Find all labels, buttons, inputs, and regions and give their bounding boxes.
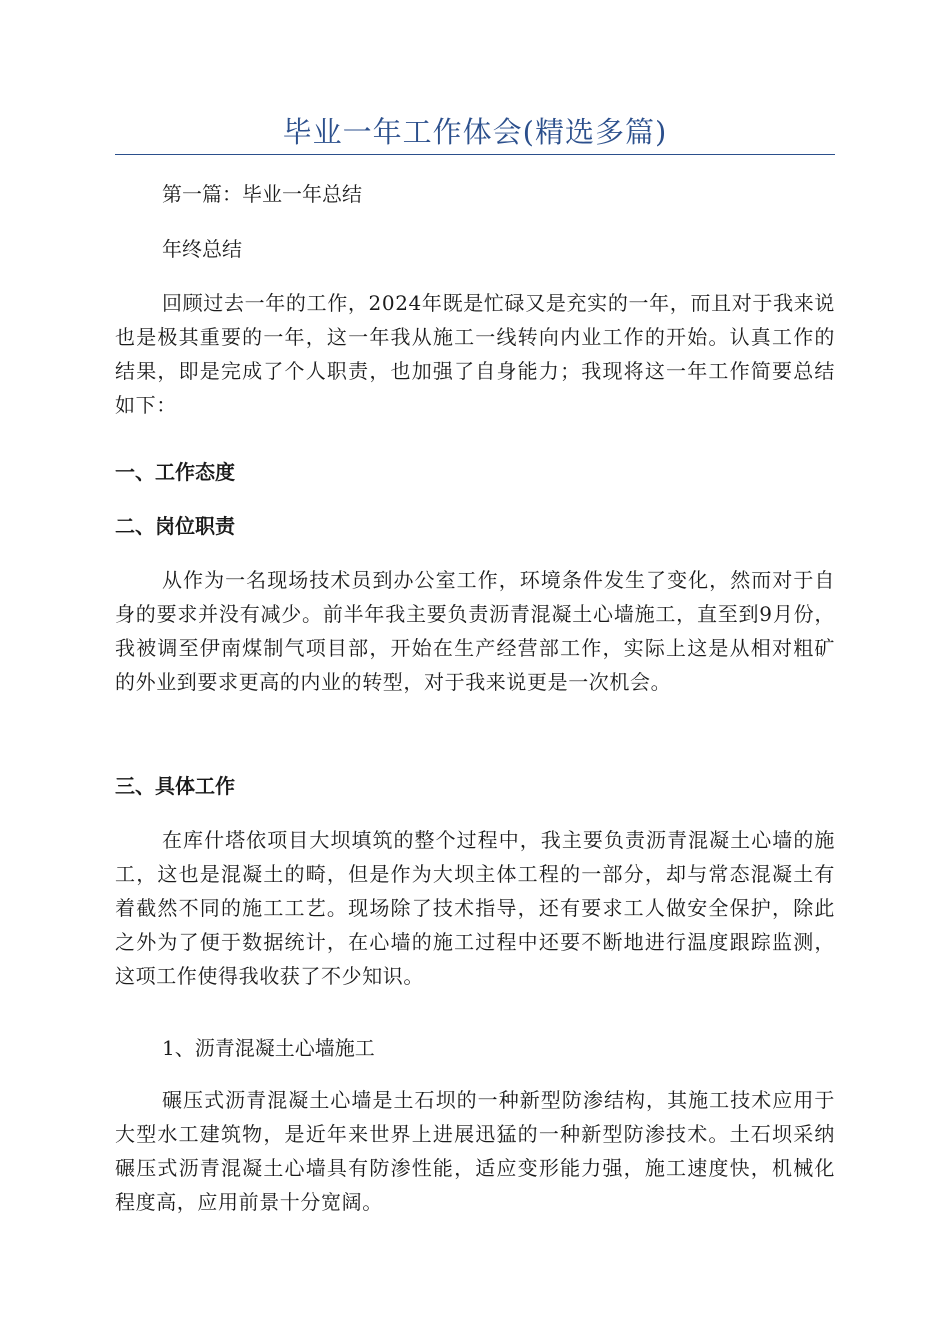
duties-paragraph: 从作为一名现场技术员到办公室工作，环境条件发生了变化，然而对于自身的要求并没有减少。前半年我主要负责沥青混凝土心墙施工，直至到9月份，我被调至伊南煤制气项目部，开始在生产经营部工作，实际上这是从相对粗矿的外业到要求更高的内业的转型，对于我来说更是一次机会。 — [115, 568, 835, 694]
subtitle: 年终总结 — [162, 237, 242, 261]
intro-paragraph: 回顾过去一年的工作，2024年既是忙碌又是充实的一年，而且对于我来说也是极其重要的一年，这一年我从施工一线转向内业工作的开始。认真工作的结果，即是完成了个人职责，也加强了自身能力；我现将这一年工作简要总结如下： — [115, 291, 835, 417]
heading-specific-work: 三、具体工作 — [115, 774, 235, 798]
specific-work-paragraph: 在库什塔依项目大坝填筑的整个过程中，我主要负责沥青混凝土心墙的施工，这也是混凝土的畸，但是作为大坝主体工程的一部分，却与常态混凝土有着截然不同的施工工艺。现场除了技术指导，还有要求工人做安全保护，除此之外为了便于数据统计，在心墙的施工过程中还要不断地进行温度跟踪监测，这项工作使得我收获了不少知识。 — [115, 828, 835, 988]
heading-job-duties: 二、岗位职责 — [115, 514, 235, 538]
heading-work-attitude: 一、工作态度 — [115, 460, 235, 484]
section-title: 第一篇：毕业一年总结 — [162, 182, 362, 206]
title-underline — [115, 154, 835, 155]
asphalt-paragraph: 碾压式沥青混凝土心墙是土石坝的一种新型防渗结构，其施工技术应用于大型水工建筑物，是近年来世界上进展迅猛的一种新型防渗技术。土石坝采纳碾压式沥青混凝土心墙具有防渗性能，适应变形能力强，施工速度快，机械化程度高，应用前景十分宽阔。 — [115, 1088, 835, 1214]
document-title: 毕业一年工作体会(精选多篇) — [282, 115, 668, 149]
subheading-asphalt-core-wall: 1、沥青混凝土心墙施工 — [162, 1036, 375, 1060]
